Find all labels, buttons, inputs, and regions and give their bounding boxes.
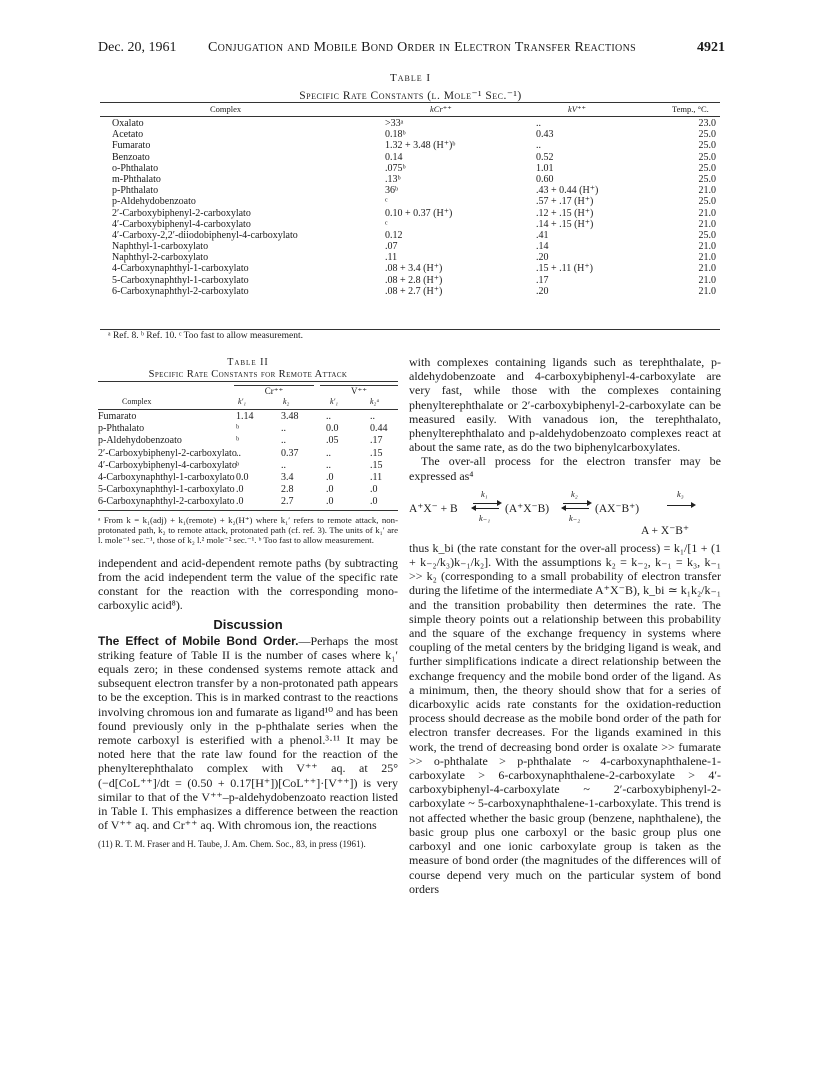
- table2-header-k2: k₂: [283, 397, 290, 406]
- table2-cell-k1: ᵇ: [236, 423, 240, 435]
- reference-footnote-11: (11) R. T. M. Fraser and H. Taube, J. Am. Chem. Soc., 83, in press (1961).: [98, 838, 366, 849]
- table1-cell-kv: .17: [536, 274, 549, 286]
- table1-cell-complex: 4′-Carboxy-2,2′-diiodobiphenyl-4-carboxylato: [112, 229, 298, 241]
- running-header: [98, 40, 725, 60]
- table1-cell-kcr: 0.12: [385, 229, 403, 241]
- right-paragraph-2: The over-all process for the electron transfer may be expressed as⁴: [409, 454, 721, 483]
- table2-cell-complex: 5-Carboxynaphthyl-1-carboxylato: [98, 484, 235, 496]
- table-row: [100, 219, 720, 230]
- table1-cell-kcr: .08 + 2.7 (H⁺): [385, 285, 443, 297]
- table1-cell-kcr: .07: [385, 241, 398, 253]
- page-number: 4921: [697, 40, 725, 55]
- table-row: [100, 275, 720, 286]
- table2-header-complex: Complex: [122, 397, 152, 406]
- table-row: [100, 252, 720, 263]
- table1-cell-complex: p-Phthalato: [112, 185, 159, 197]
- table2-cell-k2v: .17: [370, 435, 383, 447]
- table2-group-cr: Cr⁺⁺: [234, 385, 314, 397]
- table1-cell-kv: .20: [536, 252, 549, 264]
- left-paragraph-2: [98, 634, 398, 833]
- table2-cell-k1: 1.14: [236, 411, 254, 422]
- table1-top-rule: [100, 102, 720, 103]
- table2-cell-k1v: .0: [326, 472, 334, 484]
- reverse-arrow-2-head: [561, 505, 566, 511]
- scheme-k2: k₂: [571, 488, 578, 499]
- forward-arrow-1-head: [497, 500, 502, 506]
- table2-cell-complex: 4-Carboxynaphthyl-1-carboxylato: [98, 472, 235, 484]
- table1-cell-kv: ..: [536, 118, 541, 129]
- table-row: [98, 472, 398, 484]
- table1-cell-complex: Fumarato: [112, 140, 151, 152]
- table2-cell-k1: ..: [236, 447, 241, 459]
- table1-cell-temp: 21.0: [698, 218, 716, 230]
- table1-cell-temp: 25.0: [698, 196, 716, 208]
- table2-cell-complex: 4′-Carboxybiphenyl-4-carboxylato: [98, 459, 237, 471]
- table1-cell-temp: 21.0: [698, 263, 716, 275]
- forward-arrow-1: [473, 503, 499, 504]
- table-row: [98, 411, 398, 423]
- table1-cell-kv: 0.60: [536, 173, 554, 185]
- table2-cell-k1: 0.0: [236, 472, 249, 484]
- table1-cell-temp: 21.0: [698, 207, 716, 219]
- table1-cell-kcr: .11: [385, 252, 398, 264]
- reverse-arrow-1: [473, 508, 499, 509]
- table2-group-row: [98, 385, 398, 397]
- table2-cell-k2: ..: [281, 459, 286, 471]
- right-column: [409, 355, 721, 896]
- table1-cell-kv: .14 + .15 (H⁺): [536, 218, 594, 230]
- table1-caption: Specific Rate Constants (l. Mole⁻¹ Sec.⁻¹): [299, 90, 522, 102]
- table2-cell-k2v: ..: [370, 411, 375, 422]
- table-row: [98, 423, 398, 435]
- table1-body: [100, 118, 720, 297]
- table1-cell-temp: 23.0: [698, 118, 716, 129]
- table2-cell-k1: ᵇ: [236, 459, 240, 471]
- table2-cell-k2v: 0.44: [370, 423, 388, 435]
- table2-cell-complex: 2′-Carboxybiphenyl-2-carboxylato: [98, 447, 237, 459]
- table-row: [100, 118, 720, 129]
- table1-bottom-rule: [100, 329, 720, 330]
- table1-cell-complex: Benzoato: [112, 151, 150, 163]
- table1-cell-kv: ..: [536, 140, 541, 152]
- scheme-km2: k₋₂: [569, 512, 581, 523]
- right-paragraph-1: with complexes containing ligands such as terephthalate, p-aldehydobenzoate and 4-carboxybiphenyl-4-carboxylate are very fast, while those with the complexes containing phenylterephthalate or 2′-carboxybiphenyl-2-carboxylate can be measured easily. With vanadous ion, the terephthalato, phenylterephthalato and p-aldehydobenzoato complexes react at about the same rate, as do the two biphenylcarboxylates.: [409, 355, 721, 455]
- table1-cell-complex: 4′-Carboxybiphenyl-4-carboxylato: [112, 218, 251, 230]
- table1-cell-kcr: ᶜ: [385, 196, 388, 208]
- table2-cell-k2v: .15: [370, 459, 383, 471]
- table1-header-kcr: kCr⁺⁺: [430, 104, 452, 114]
- table2-cell-complex: p-Aldehydobenzoato: [98, 435, 182, 447]
- scheme-k1: k₁: [481, 488, 488, 499]
- table-row: [100, 241, 720, 252]
- table2-cell-k1: .0: [236, 484, 244, 496]
- table-row: [100, 208, 720, 219]
- table1-cell-kcr: 36ᵇ: [385, 185, 399, 197]
- header-title: Conjugation and Mobile Bond Order in Electron Transfer Reactions: [208, 40, 636, 55]
- scheme-products: A + X⁻B⁺: [641, 524, 690, 537]
- table1-cell-complex: o-Phthalato: [112, 162, 159, 174]
- table2-header-row: [98, 397, 398, 408]
- table1-footnote: ᵃ Ref. 8. ᵇ Ref. 10. ᶜ Too fast to allow measurement.: [108, 331, 303, 341]
- table1-cell-temp: 21.0: [698, 252, 716, 264]
- table1-cell-kv: 0.43: [536, 129, 554, 141]
- table1-cell-temp: 21.0: [698, 274, 716, 286]
- scheme-intermediate-2: (AX⁻B⁺): [595, 502, 640, 515]
- reaction-scheme: [409, 487, 721, 539]
- table2-header-k1v: k′₁: [330, 397, 339, 406]
- table2-cell-k2v: .0: [370, 484, 378, 496]
- table2-cell-k1v: .0: [326, 496, 334, 508]
- table1-cell-kv: 0.52: [536, 151, 554, 163]
- header-date: Dec. 20, 1961: [98, 40, 177, 55]
- table2-cell-k2: ..: [281, 435, 286, 447]
- table2-cell-k2v: .0: [370, 496, 378, 508]
- table1-cell-kcr: .13ᵇ: [385, 173, 401, 185]
- table1-cell-complex: Naphthyl-2-carboxylato: [112, 252, 209, 264]
- table1-header-kv: kV⁺⁺: [568, 104, 586, 114]
- table-row: [100, 163, 720, 174]
- table2-cell-complex: Fumarato: [98, 411, 137, 422]
- table2-cell-k1v: .05: [326, 435, 339, 447]
- table1-cell-complex: 6-Carboxynaphthyl-2-carboxylato: [112, 285, 249, 297]
- table1-cell-temp: 25.0: [698, 129, 716, 141]
- table1-cell-temp: 25.0: [698, 140, 716, 152]
- table2-cell-k2: 0.37: [281, 447, 299, 459]
- table2-caption: Specific Rate Constants for Remote Attack: [148, 369, 348, 380]
- table2-footnote: ᵃ From k = k₁(adj) + k₁(remote) + k₂(H⁺) where k₁′ refers to remote attack, non-protonated path, k₂ to remote attack, protonated path (cf. ref. 3). The units of k₁′ are l. mole⁻¹ sec.⁻¹, those of k₂ l.² mole⁻² sec.⁻¹. ᵇ Too fast to allow measurement.: [98, 514, 398, 546]
- table1-cell-kv: .14: [536, 241, 549, 253]
- table2-cell-k1v: ..: [326, 459, 331, 471]
- table2-cell-k2: 3.48: [281, 411, 299, 422]
- table1-cell-kcr: 0.18ᵇ: [385, 129, 406, 141]
- table2-cell-complex: 6-Carboxynaphthyl-2-carboxylato: [98, 496, 235, 508]
- table2-cell-k1: ᵇ: [236, 435, 240, 447]
- table1-header-rule: [100, 116, 720, 117]
- table1-cell-temp: 25.0: [698, 151, 716, 163]
- table1-cell-kcr: .075ᵇ: [385, 162, 406, 174]
- table-row: [98, 460, 398, 472]
- table2-top-rule: [98, 381, 398, 382]
- table1-cell-kcr: .08 + 3.4 (H⁺): [385, 263, 443, 275]
- table1-cell-temp: 21.0: [698, 241, 716, 253]
- table-row: [100, 230, 720, 241]
- left-column: [98, 355, 398, 849]
- forward-arrow-2: [563, 503, 589, 504]
- reverse-arrow-2: [563, 508, 589, 509]
- table1-label: Table I: [389, 72, 432, 84]
- table1-cell-kv: .15 + .11 (H⁺): [536, 263, 593, 275]
- table1-cell-complex: 2′-Carboxybiphenyl-2-carboxylato: [112, 207, 251, 219]
- scheme-intermediate-1: (A⁺X⁻B): [505, 502, 550, 515]
- table2-cell-k1v: .0: [326, 484, 334, 496]
- table1-cell-temp: 21.0: [698, 285, 716, 297]
- table1-cell-complex: p-Aldehydobenzoato: [112, 196, 196, 208]
- table2-header-k1: k′₁: [238, 397, 247, 406]
- table1-cell-kcr: 1.32 + 3.48 (H⁺)ᵇ: [385, 140, 456, 152]
- table-row: [100, 263, 720, 274]
- table1-header-row: [100, 104, 720, 116]
- table2-cell-k2: 2.7: [281, 496, 294, 508]
- table1-cell-kv: .12 + .15 (H⁺): [536, 207, 594, 219]
- table-row: [100, 185, 720, 196]
- table1-cell-complex: 4-Carboxynaphthyl-1-carboxylato: [112, 263, 249, 275]
- scheme-km1: k₋₁: [479, 512, 491, 523]
- table-row: [100, 196, 720, 207]
- table2-cell-k1: .0: [236, 496, 244, 508]
- left-paragraph-1: independent and acid-dependent remote paths (by subtracting from the acid independent term the value of the specific rate constant for the reaction with the corresponding mono-carboxylic acid⁸).: [98, 555, 398, 613]
- table1-cell-kcr: .08 + 2.8 (H⁺): [385, 274, 443, 286]
- table-row: [100, 129, 720, 140]
- table-row: [98, 484, 398, 496]
- scheme-k3: k₃: [677, 488, 684, 499]
- table2-cell-k1v: ..: [326, 411, 331, 422]
- table2-group-v: V⁺⁺: [320, 385, 398, 397]
- forward-arrow-2-head: [587, 500, 592, 506]
- table1-cell-complex: Acetato: [112, 129, 144, 141]
- table1-cell-kv: .41: [536, 229, 549, 241]
- table-row: [100, 140, 720, 151]
- table2-cell-k2v: .15: [370, 447, 383, 459]
- table-row: [98, 448, 398, 460]
- table1-cell-kv: .43 + 0.44 (H⁺): [536, 185, 599, 197]
- table1-cell-complex: m-Phthalato: [112, 173, 161, 185]
- table-row: [98, 435, 398, 447]
- table2-cell-k2v: .11: [370, 472, 383, 484]
- table2-header-k2v: k₂ᵃ: [370, 397, 380, 406]
- subsection-heading: The Effect of Mobile Bond Order.: [98, 633, 299, 648]
- table2-cell-complex: p-Phthalato: [98, 423, 145, 435]
- table-row: [100, 174, 720, 185]
- table2-label: Table II: [227, 357, 269, 368]
- scheme-reactants: A⁺X⁻ + B: [409, 502, 458, 515]
- table1-cell-temp: 21.0: [698, 185, 716, 197]
- reverse-arrow-1-head: [471, 505, 476, 511]
- forward-arrow-3-head: [691, 502, 696, 508]
- table2-cell-k1v: ..: [326, 447, 331, 459]
- table2-header-rule: [98, 409, 398, 410]
- table2-cell-k1v: 0.0: [326, 423, 339, 435]
- table1-cell-kcr: ᶜ: [385, 218, 388, 230]
- table1-header-temp: Temp., °C.: [672, 104, 709, 114]
- table1-cell-complex: Oxalato: [112, 118, 144, 129]
- right-paragraph-3: thus k_bi (the rate constant for the over-all process) = k₁/[1 + (1 + k₋₂/k₃)k₋₁/k₂]. With the assumptions k₂ = k₋₂, k₋₁ = k₃, k₋₁ >> k₂ (corresponding to a small probability of electron transfer during the lifetime of the intermediate A⁺X⁻B), k_bi ≃ k₁k₂/k₋₁ and the transition probability then determines the rate. The simple theory points out a relationship between this probability and the square of the exchange frequency in systems where coupling of the metal centers by the bridging ligand is weak, and further simplifications indicate a direct relationship between the exchange frequency and the mobile bond order of the ligand. As a minimum, then, the theory should show that for a series of dicarboxylic acids rate constants for the oxidation-reduction process should decrease as the mobile bond order of the path for electron transfer decreases. For the ligands examined in this work, the trend of decreasing bond order is oxalate >> fumarate >> o-phthalate > p-phthalate ~ 4-carboxynaphthalene-1-carboxylate > 6-carboxynaphthalene-2-carboxylate > 4′-carboxybiphenyl-4-carboxylate ~ 2′-carboxybiphenyl-2-carboxylate ~ 5-carboxynaphthalene-1-carboxylate. This trend is not affected whether the basic group (benzene, naphthalene), the basic group plus one carboxyl or the basic group plus one carboxyl and one ionic carboxylate group is taken as the measure of bond order (the magnitudes of the differences will of course depend very much on the particular system of bond orders: [409, 540, 721, 896]
- table-row: [100, 152, 720, 163]
- forward-arrow-3: [667, 505, 693, 506]
- table2-cell-k2: ..: [281, 423, 286, 435]
- section-heading-discussion: Discussion: [213, 616, 283, 632]
- table1-cell-kv: 1.01: [536, 162, 554, 174]
- table1-cell-temp: 25.0: [698, 162, 716, 174]
- table1-cell-kv: .57 + .17 (H⁺): [536, 196, 594, 208]
- table1-header-complex: Complex: [210, 104, 242, 114]
- table2-cell-k2: 3.4: [281, 472, 294, 484]
- table1-cell-complex: Naphthyl-1-carboxylato: [112, 241, 209, 253]
- table2-cell-k2: 2.8: [281, 484, 294, 496]
- table1-cell-kv: .20: [536, 285, 549, 297]
- table1-cell-temp: 25.0: [698, 173, 716, 185]
- table1-cell-kcr: 0.10 + 0.37 (H⁺): [385, 207, 453, 219]
- table-row: [100, 286, 720, 297]
- table2-bottom-rule: [98, 510, 398, 511]
- table1-cell-kcr: 0.14: [385, 151, 403, 163]
- table1-cell-complex: 5-Carboxynaphthyl-1-carboxylato: [112, 274, 249, 286]
- table-row: [98, 496, 398, 508]
- table1-cell-kcr: >33ᵃ: [385, 118, 404, 129]
- left-paragraph-2-text: —Perhaps the most striking feature of Table II is the number of cases where k₁′ equals zero; in these condensed systems remote attack and subsequent electron transfer by a non-protonated path appears to be the exception. This is in marked contrast to the reactions involving chromous ion and fumarate as ligand¹⁰ and has been found previously only in the p-phthalate series when the remote carboxyl is esterified with a phenol.³·¹¹ It may be noted here that the rate law found for the reaction of the phenylterephthalato complex with V⁺⁺ aq. at 25° (−d[CoL⁺⁺]/dt = (0.50 + 0.17[H⁺])[CoL⁺⁺]·[V⁺⁺]) is very similar to that of the V⁺⁺–p-aldehydobenzoato reaction listed in Table I. This emphasizes a difference between the reaction of V⁺⁺ aq. and Cr⁺⁺ aq. With chromous ion, the reactions: [98, 633, 398, 833]
- table1-cell-temp: 25.0: [698, 229, 716, 241]
